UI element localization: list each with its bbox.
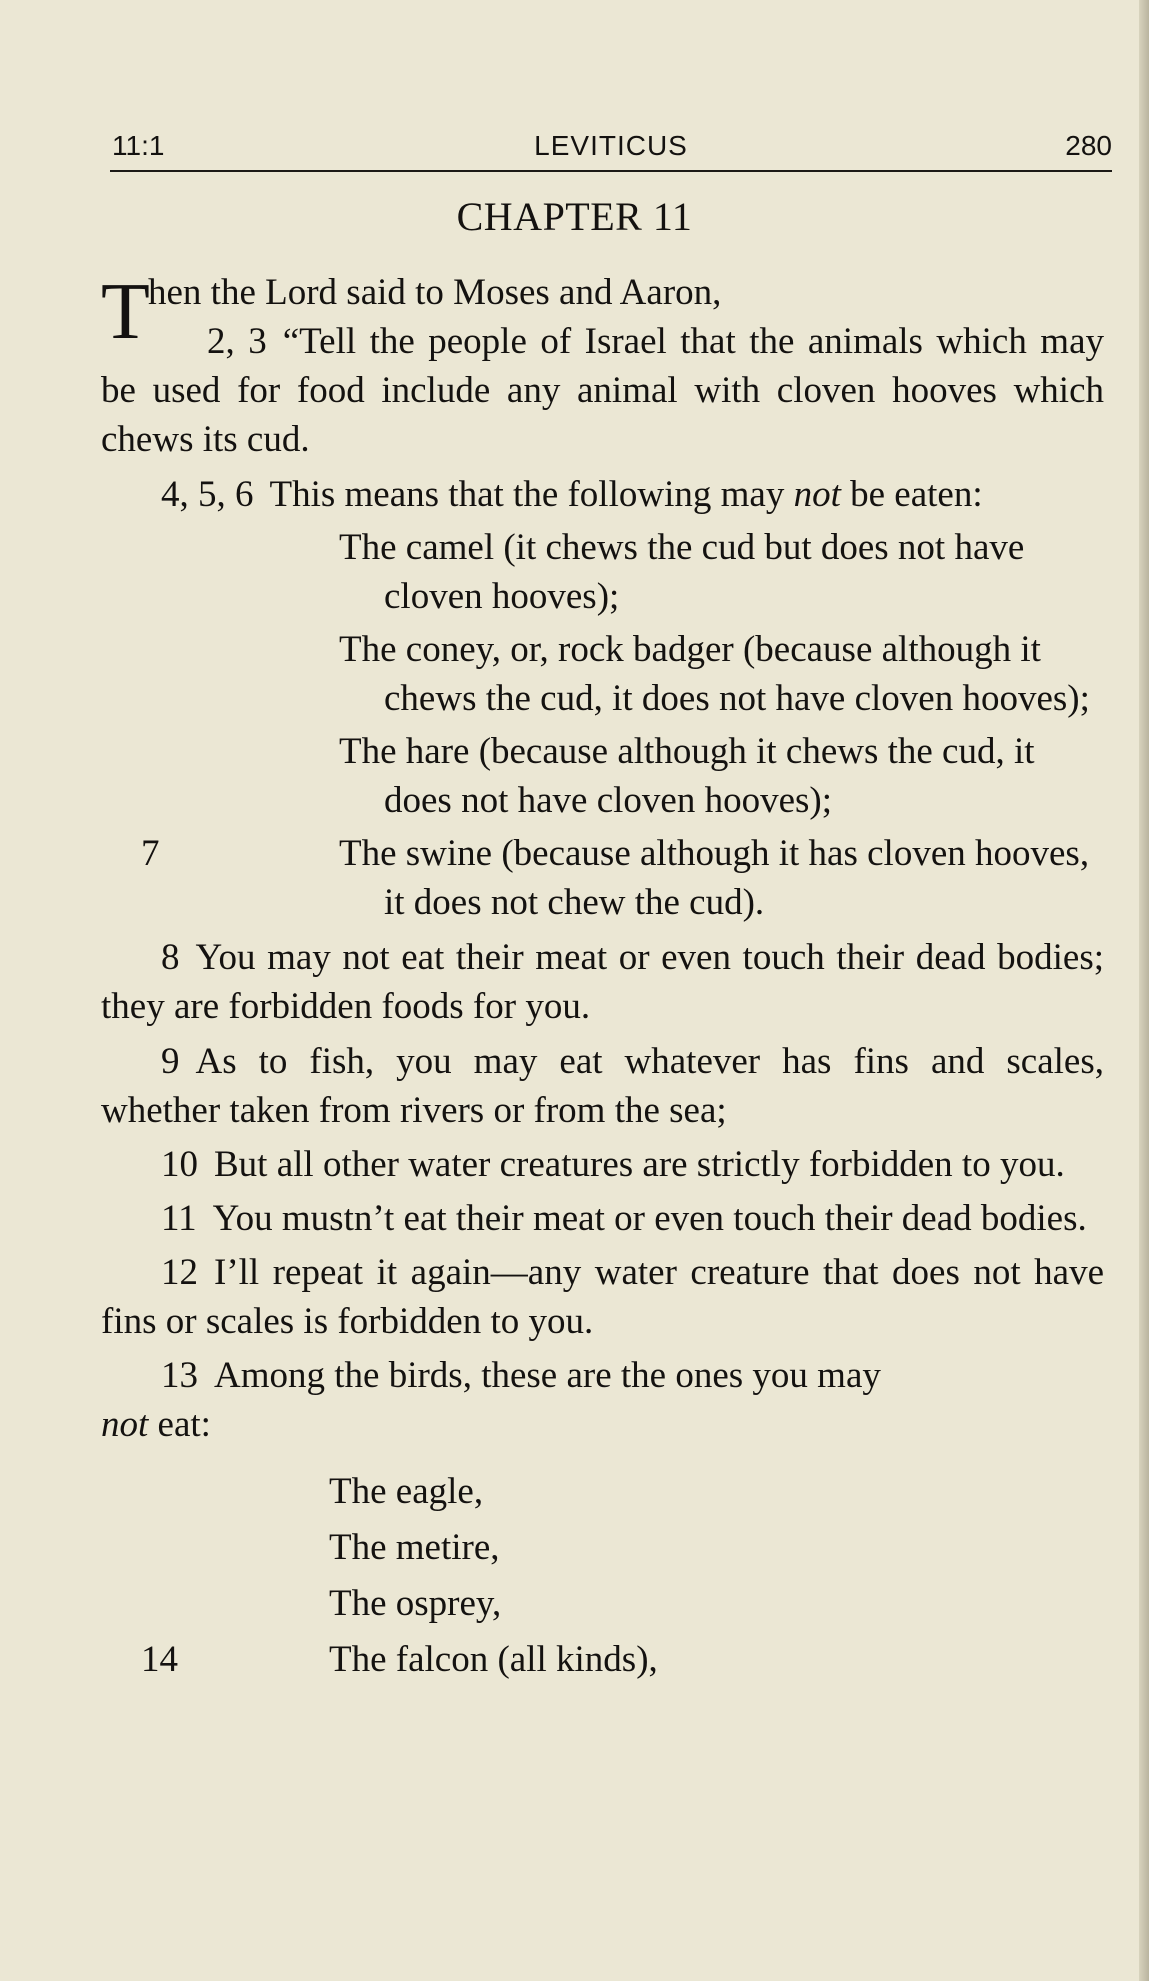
verse-2-3 [101,317,1104,464]
verse-13 [101,1351,1104,1449]
verse-text: I’ll repeat it again—any water creature that does not have fins or scales is forbidden to you. [101,1252,1104,1342]
list-item [101,523,1104,621]
verse-number: 9 [161,1041,180,1082]
verse-number: 12 [161,1252,198,1293]
verse-text: This means that the following may [269,474,785,515]
page-edge [1139,0,1149,1981]
chapter-verse-ref: 11:1 [112,130,165,161]
list-item-text: The metire, [329,1527,500,1568]
verse-text-cont: eat: [157,1404,211,1445]
verse-text-cont: be eaten: [850,474,983,515]
list-item-text: The swine (because although it has cloven hooves, it does not chew the cud). [339,833,1090,923]
list-item [101,1579,1104,1629]
list-item-text: The coney, or, rock badger (because although it chews the cud, it does not have cloven hooves); [339,629,1090,719]
verse-number: 2, 3 [207,321,267,362]
forbidden-birds-list [101,1467,1104,1685]
verse-10 [101,1140,1104,1189]
verse-number: 11 [161,1198,197,1239]
page-number: 280 [1065,130,1112,161]
emphasis: not [793,474,841,515]
verse-4-6 [101,470,1104,519]
verse-number: 10 [161,1144,198,1185]
verse-text: “Tell the people of Israel that the animals which may be used for food include any animal with cloven hooves which chews its cud. [101,321,1104,460]
list-item-text: The hare (because although it chews the cud, it does not have cloven hooves); [339,731,1035,821]
emphasis: not [101,1404,149,1445]
verse-number: 13 [161,1355,198,1396]
verse-8 [101,933,1104,1031]
scripture-text [101,268,1104,1685]
verse-text: You may not eat their meat or even touch their dead bodies; they are forbidden foods for you. [101,937,1104,1027]
running-header [110,128,1112,172]
drop-cap: T [101,268,150,356]
verse-9 [101,1037,1104,1135]
list-item [101,727,1104,825]
verse-number: 7 [141,833,160,874]
verse-text: You mustn’t eat their meat or even touch their dead bodies. [212,1198,1087,1239]
list-item [101,1635,1104,1685]
list-item [101,625,1104,723]
list-item-text: The falcon (all kinds), [329,1639,658,1680]
list-item-text: The osprey, [329,1583,502,1624]
list-item [101,1467,1104,1517]
verse-number: 4, 5, 6 [161,474,254,515]
verse-number: 8 [161,937,180,978]
verse-12 [101,1248,1104,1346]
forbidden-animals-list [101,523,1104,927]
verse-text: Among the birds, these are the ones you may [214,1355,881,1396]
list-item-text: The camel (it chews the cud but does not have cloven hooves); [339,527,1025,617]
list-item [101,829,1104,927]
list-item [101,1523,1104,1573]
verse-text: As to fish, you may eat whatever has fins and scales, whether taken from rivers or from the sea; [101,1041,1104,1131]
list-item-text: The eagle, [329,1471,484,1512]
chapter-title: CHAPTER 11 [456,194,693,239]
verse-1-text: hen the Lord said to Moses and Aaron, [148,272,722,313]
verse-number: 14 [141,1639,178,1680]
book-title: LEVITICUS [534,130,688,161]
verse-text: But all other water creatures are strictly forbidden to you. [214,1144,1065,1185]
verse-11 [101,1194,1104,1243]
